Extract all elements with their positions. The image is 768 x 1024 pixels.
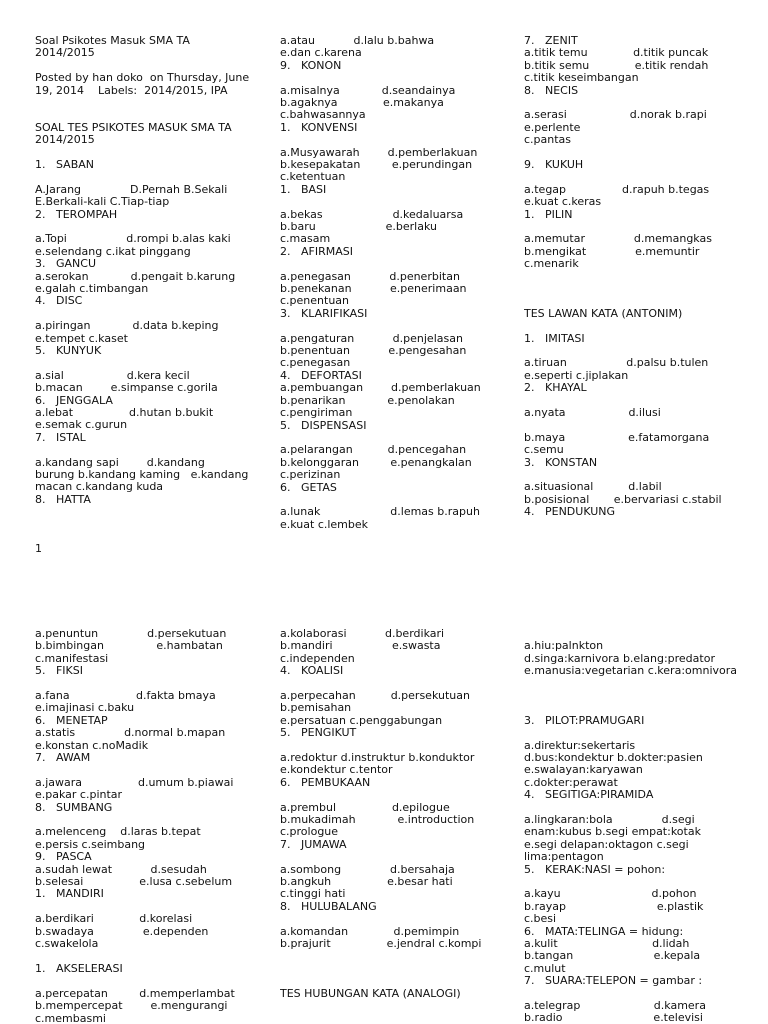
text-line: [524, 271, 762, 283]
text-line: a.kayu d.pohon: [524, 887, 697, 901]
text-line: e.persatuan c.penggabungan: [280, 713, 443, 727]
text-line: macan c.kandang kuda: [35, 480, 164, 494]
column-top-right: [524, 35, 762, 555]
text-line: b.agaknya e.makanya: [280, 96, 444, 110]
text-line: [524, 727, 762, 739]
text-line: lima:pentagon: [524, 850, 604, 864]
text-line: b.mempercepat e.mengurangi: [35, 999, 228, 1013]
text-line: c.perizinan: [280, 468, 341, 482]
text-line: e.persis c.seimbang: [35, 837, 146, 851]
text-line: b.penarikan e.penolakan: [280, 393, 455, 407]
text-line: c.masam: [280, 232, 331, 246]
text-line: enam:kubus b.segi empat:kotak: [524, 825, 701, 839]
text-line: SOAL TES PSIKOTES MASUK SMA TA: [35, 120, 232, 134]
text-line: TES HUBUNGAN KATA (ANALOGI): [280, 986, 461, 1000]
text-line: 3. GANCU: [35, 257, 96, 271]
text-line: 6. MATA:TELINGA = hidung:: [524, 924, 684, 938]
text-line: 4. SEGITIGA:PIRAMIDA: [524, 788, 654, 802]
text-line: [280, 789, 518, 801]
text-line: [524, 320, 762, 332]
text-line: Posted by han doko on Thursday, June: [35, 71, 250, 85]
text-line: c.penegasan: [280, 356, 351, 370]
text-line: b.rayap e.plastik: [524, 899, 704, 913]
text-line: a.statis d.normal b.mapan: [35, 726, 226, 740]
text-line: c.dokter:perawat: [524, 775, 618, 789]
text-line: 1. BASI: [280, 182, 327, 196]
text-line: c.besi: [524, 912, 557, 926]
text-line: c.menarik: [524, 257, 579, 271]
text-line: [280, 134, 518, 146]
text-line: a.misalnya d.seandainya: [280, 83, 456, 97]
text-line: [524, 171, 762, 183]
text-line: e.kondektur c.tentor: [280, 763, 393, 777]
text-line: a.nyata d.ilusi: [524, 406, 661, 420]
text-line: 1. AKSELERASI: [35, 961, 123, 975]
text-line: e.segi delapan:oktagon c.segi: [524, 837, 689, 851]
text-line: a.percepatan d.memperlambat: [35, 986, 235, 1000]
text-line: a.sial d.kera kecil: [35, 368, 190, 382]
text-line: e.konstan c.noMadik: [35, 738, 149, 752]
text-line: b.macan e.simpanse c.gorila: [35, 381, 218, 395]
text-line: a.melenceng d.laras b.tepat: [35, 825, 201, 839]
text-line: 5. KUNYUK: [35, 344, 102, 358]
text-line: e.kuat c.lembek: [280, 517, 369, 531]
text-line: 1. IMITASI: [524, 331, 585, 345]
text-line: [35, 506, 273, 518]
column-bottom-right: [524, 628, 762, 1024]
text-line: e.kuat c.keras: [524, 195, 602, 209]
column-bottom-middle: [280, 628, 518, 1024]
text-line: 2014/2015: [35, 46, 95, 60]
text-line: e.dan c.karena: [280, 46, 362, 60]
text-line: b.posisional e.bervariasi c.stabil: [524, 492, 722, 506]
text-line: c.manifestasi: [35, 651, 109, 665]
text-line: 7. AWAM: [35, 751, 91, 765]
text-line: a.penegasan d.penerbitan: [280, 269, 460, 283]
text-line: a.lunak d.lemas b.rapuh: [280, 505, 480, 519]
text-line: 1: [35, 542, 42, 555]
text-line: c.penentuan: [280, 294, 350, 308]
text-line: b.mandiri e.swasta: [280, 639, 441, 653]
text-line: a.hiu:palnkton: [524, 639, 604, 653]
text-line: 8. HATTA: [35, 492, 91, 506]
text-line: 6. MENETAP: [35, 713, 108, 727]
text-line: c.ketentuan: [280, 170, 346, 184]
text-line: 19, 2014 Labels: 2014/2015, IPA: [35, 83, 228, 97]
text-line: c.independen: [280, 651, 355, 665]
text-line: 3. KONSTAN: [524, 455, 598, 469]
text-line: [280, 913, 518, 925]
column-bottom-left: [35, 628, 273, 1024]
text-line: a.perpecahan d.persekutuan: [280, 689, 470, 703]
text-line: e.manusia:vegetarian c.kera:omnivora: [524, 664, 738, 678]
text-line: 1. PILIN: [524, 207, 573, 221]
text-line: b.angkuh e.besar hati: [280, 875, 453, 889]
text-line: 4. DISC: [35, 294, 83, 308]
text-line: a.pelarangan d.pencegahan: [280, 443, 467, 457]
text-line: a.pembuangan d.pemberlakuan: [280, 381, 481, 395]
text-line: a.jawara d.umum b.piawai: [35, 775, 234, 789]
text-line: c.pengiriman: [280, 406, 353, 420]
text-line: b.mengikat e.memuntir: [524, 244, 700, 258]
text-line: [524, 678, 762, 690]
text-line: c.semu: [524, 443, 564, 457]
text-line: b.penentuan e.pengesahan: [280, 344, 467, 358]
text-line: 7. JUMAWA: [280, 837, 347, 851]
text-line: [280, 963, 518, 975]
text-line: 4. PENDUKUNG: [524, 505, 616, 519]
text-line: b.radio e.televisi: [524, 1011, 703, 1024]
text-line: e.galah c.timbangan: [35, 282, 149, 296]
text-line: 6. PEMBUKAAN: [280, 775, 371, 789]
text-line: 5. DISPENSASI: [280, 418, 367, 432]
text-line: 4. KOALISI: [280, 664, 344, 678]
text-line: b.prajurit e.jendral c.kompi: [280, 937, 482, 951]
text-line: a.sombong d.bersahaja: [280, 862, 455, 876]
text-line: c.membasmi: [35, 1011, 106, 1024]
text-line: a.piringan d.data b.keping: [35, 319, 219, 333]
text-line: 9. KUKUH: [524, 158, 584, 172]
text-line: [35, 764, 273, 776]
text-line: a.titik temu d.titik puncak: [524, 46, 709, 60]
text-line: [280, 950, 518, 962]
text-line: b.tangan e.kepala: [524, 949, 701, 963]
text-line: 6. GETAS: [280, 480, 337, 494]
text-line: [280, 320, 518, 332]
text-line: b.mukadimah e.introduction: [280, 813, 475, 827]
text-line: [280, 72, 518, 84]
text-line: 6. JENGGALA: [35, 393, 113, 407]
text-line: b.maya e.fatamorgana: [524, 430, 710, 444]
text-line: a.kandang sapi d.kandang: [35, 455, 205, 469]
text-line: b.penekanan e.penerimaan: [280, 282, 467, 296]
text-line: [35, 97, 273, 109]
text-line: [280, 975, 518, 987]
text-line: b.titik semu e.titik rendah: [524, 58, 709, 72]
text-line: c.bahwasannya: [280, 108, 366, 122]
text-line: a.bekas d.kedaluarsa: [280, 207, 464, 221]
text-line: [280, 851, 518, 863]
text-line: c.swakelola: [35, 937, 99, 951]
text-line: burung b.kandang kaming e.kandang: [35, 468, 249, 482]
text-line: [35, 975, 273, 987]
text-line: a.direktur:sekertaris: [524, 738, 636, 752]
text-line: 9. KONON: [280, 58, 342, 72]
text-line: a.penuntun d.persekutuan: [35, 628, 227, 640]
text-line: a.pengaturan d.penjelasan: [280, 331, 463, 345]
text-line: [35, 171, 273, 183]
text-line: 2. AFIRMASI: [280, 244, 353, 258]
text-line: b.baru e.berlaku: [280, 220, 437, 234]
column-top-middle: [280, 35, 518, 555]
text-line: 3. KLARIFIKASI: [280, 306, 368, 320]
text-line: 2. KHAYAL: [524, 381, 587, 395]
text-line: a.berdikari d.korelasi: [35, 912, 193, 926]
text-line: 5. PENGIKUT: [280, 726, 357, 740]
text-line: a.redoktur d.instruktur b.konduktor: [280, 751, 475, 765]
text-line: e.pakar c.pintar: [35, 788, 123, 802]
text-line: 8. HULUBALANG: [280, 899, 377, 913]
text-line: 1. KONVENSI: [280, 120, 358, 134]
text-line: 4. DEFORTASI: [280, 368, 362, 382]
column-top-left: [35, 35, 273, 555]
text-line: b.pemisahan: [280, 701, 352, 715]
text-line: 8. SUMBANG: [35, 800, 113, 814]
text-line: [524, 690, 762, 702]
text-line: [524, 295, 762, 307]
text-line: a.sudah lewat d.sesudah: [35, 862, 207, 876]
text-line: Soal Psikotes Masuk SMA TA: [35, 35, 190, 47]
text-line: e.imajinasi c.baku: [35, 701, 135, 715]
text-line: 1. SABAN: [35, 158, 94, 171]
text-line: e.selendang c.ikat pinggang: [35, 244, 191, 258]
text-line: d.bus:kondektur b.dokter:pasien: [524, 750, 703, 764]
text-line: [35, 357, 273, 369]
text-line: a.lebat d.hutan b.bukit: [35, 406, 214, 420]
text-line: A.Jarang D.Pernah B.Sekali: [35, 182, 228, 196]
text-line: [35, 109, 273, 121]
text-line: a.atau d.lalu b.bahwa: [280, 35, 435, 47]
text-line: 9. PASCA: [35, 850, 92, 864]
text-line: b.swadaya e.dependen: [35, 924, 209, 938]
text-line: 2. TEROMPAH: [35, 207, 118, 221]
text-line: [524, 419, 762, 431]
text-line: [35, 519, 273, 531]
text-line: e.perlente: [524, 120, 581, 134]
text-line: b.bimbingan e.hambatan: [35, 639, 223, 653]
text-line: c.pantas: [524, 133, 572, 147]
text-line: b.selesai e.lusa c.sebelum: [35, 875, 233, 889]
text-line: e.swalayan:karyawan: [524, 763, 643, 777]
text-line: [35, 531, 273, 543]
text-line: E.Berkali-kali C.Tiap-tiap: [35, 195, 170, 209]
text-line: 7. ISTAL: [35, 430, 86, 444]
text-line: 7. ZENIT: [524, 35, 578, 47]
text-line: 7. SUARA:TELEPON = gambar :: [524, 974, 703, 988]
text-line: a.tiruan d.palsu b.tulen: [524, 356, 709, 370]
text-line: c.tinggi hati: [280, 887, 346, 901]
text-line: a.situasional d.labil: [524, 480, 662, 494]
text-line: a.telegrap d.kamera: [524, 999, 706, 1013]
text-line: a.Musyawarah d.pemberlakuan: [280, 145, 478, 159]
text-line: a.serasi d.norak b.rapi: [524, 108, 707, 122]
text-line: a.Topi d.rompi b.alas kaki: [35, 232, 231, 246]
text-line: e.seperti c.jiplakan: [524, 368, 629, 382]
text-line: e.semak c.gurun: [35, 418, 128, 432]
text-line: 3. PILOT:PRAMUGARI: [524, 713, 645, 727]
text-line: a.komandan d.pemimpin: [280, 924, 460, 938]
text-line: b.kesepakatan e.perundingan: [280, 158, 473, 172]
text-line: [280, 258, 518, 270]
text-line: a.prembul d.epilogue: [280, 800, 450, 814]
text-line: 5. FIKSI: [35, 664, 83, 678]
text-line: c.titik keseimbangan: [524, 71, 639, 85]
text-line: TES LAWAN KATA (ANTONIM): [524, 306, 683, 320]
text-line: 2014/2015: [35, 133, 95, 147]
text-line: [524, 283, 762, 295]
text-line: a.memutar d.memangkas: [524, 232, 712, 246]
text-line: 8. NECIS: [524, 83, 579, 97]
text-line: [280, 196, 518, 208]
text-line: c.prologue: [280, 825, 339, 839]
text-line: 5. KERAK:NASI = pohon:: [524, 862, 666, 876]
text-line: b.kelonggaran e.penangkalan: [280, 455, 472, 469]
text-line: d.singa:karnivora b.elang:predator: [524, 651, 715, 665]
text-line: c.mulut: [524, 961, 566, 975]
text-line: a.tegap d.rapuh b.tegas: [524, 182, 710, 196]
text-line: a.fana d.fakta bmaya: [35, 689, 216, 703]
text-line: e.tempet c.kaset: [35, 331, 128, 345]
text-line: a.kolaborasi d.berdikari: [280, 628, 445, 640]
text-line: a.lingkaran:bola d.segi: [524, 813, 695, 826]
text-line: a.kulit d.lidah: [524, 937, 690, 951]
text-line: [524, 702, 762, 714]
text-line: [35, 444, 273, 456]
text-line: 1. MANDIRI: [35, 887, 104, 901]
text-line: a.serokan d.pengait b.karung: [35, 269, 236, 283]
